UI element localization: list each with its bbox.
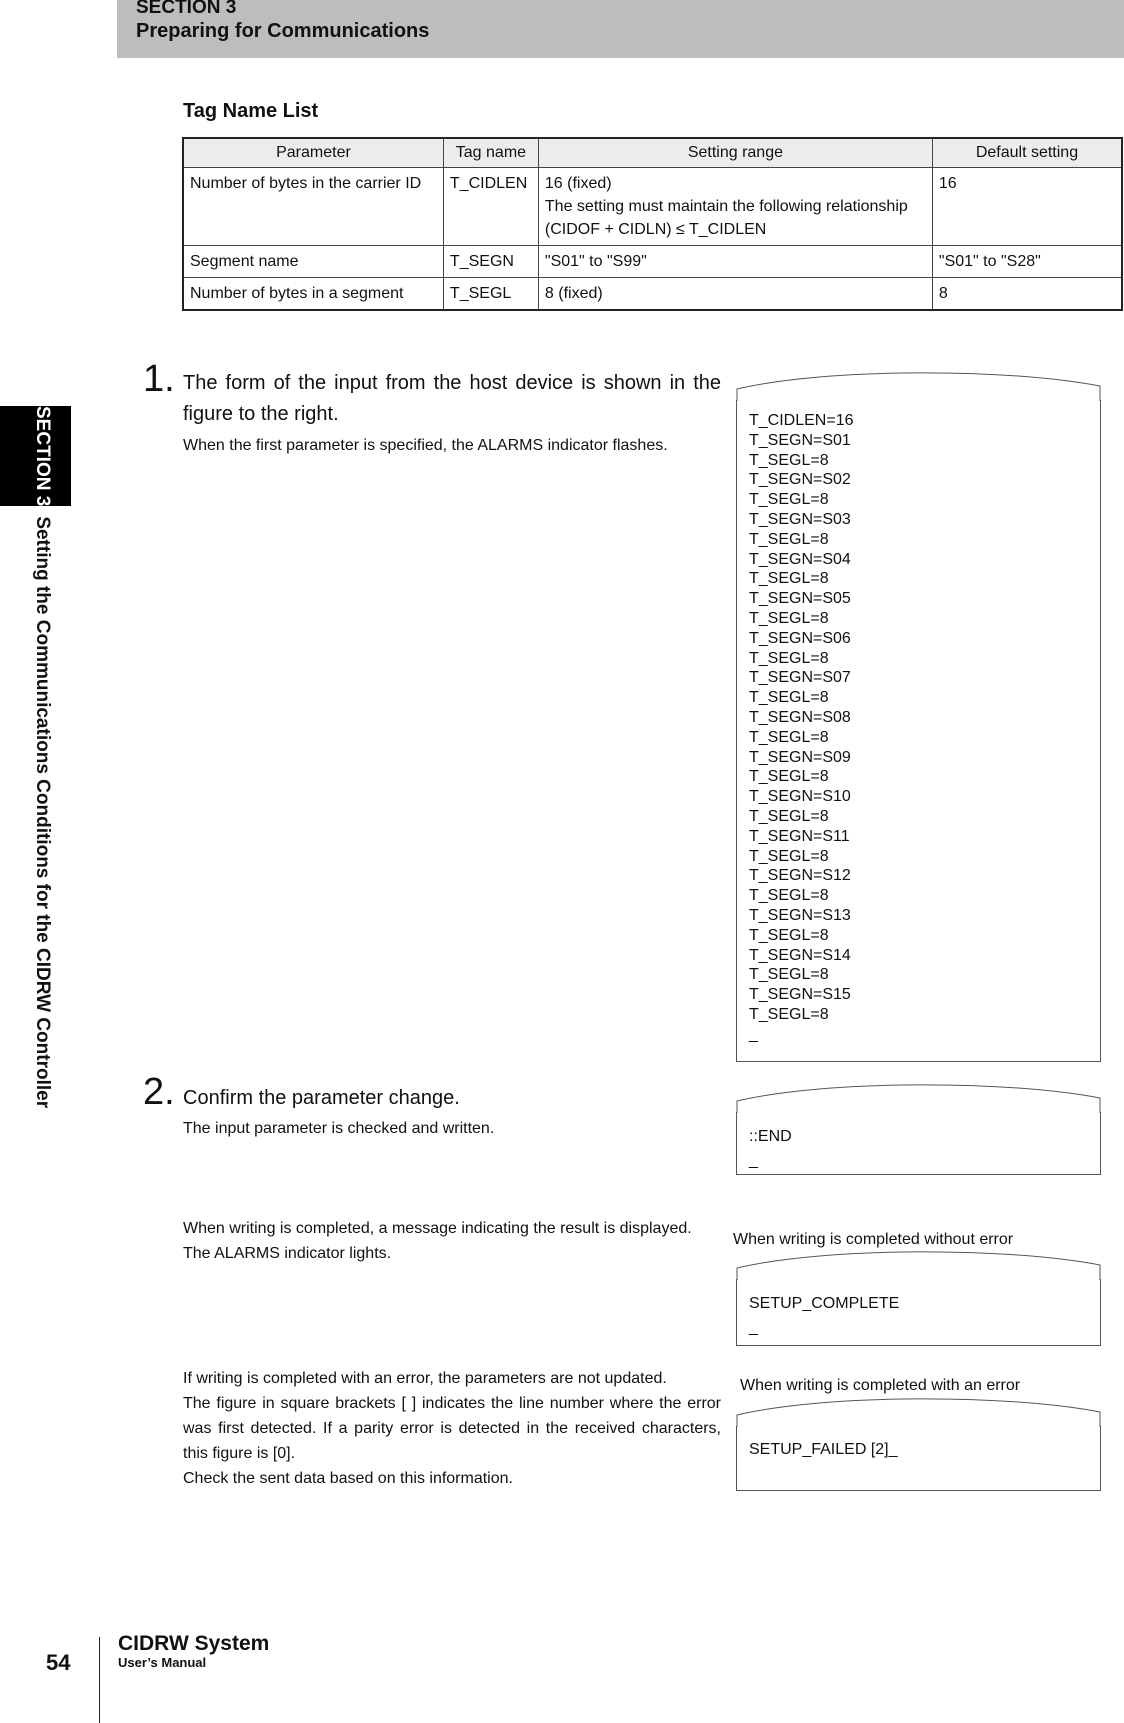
cell-range: "S01" to "S99" [538, 246, 932, 278]
step-1-title: The form of the input from the host device is shown in the figure to the right. [183, 372, 721, 425]
screen-line: T_SEGL=8 [749, 491, 829, 509]
column-header: Parameter [183, 138, 443, 168]
range-line: (CIDOF + CIDLN) ≤ T_CIDLEN [544, 221, 767, 238]
error-caption: When writing is completed with an error [740, 1377, 1021, 1394]
cell-default: 8 [932, 278, 1122, 311]
column-header: Tag name [443, 138, 538, 168]
screen-line: _ [749, 1319, 758, 1336]
no-error-caption: When writing is completed without error [733, 1231, 1014, 1248]
screen-line: _ [749, 1152, 758, 1169]
error-line: The figure in square brackets [ ] indicates the line number where the error was first detected. If a parity error is detected in the received characters, this figure is [0]. [183, 1395, 721, 1462]
section-title: Preparing for Communications [136, 20, 430, 42]
screen-line: T_SEGL=8 [749, 847, 829, 865]
screen-line: T_SEGN=S02 [749, 471, 851, 489]
screen-line: T_SEGN=S13 [749, 906, 851, 924]
screen-line: T_CIDLEN=16 [749, 412, 854, 429]
cell-tag: T_CIDLEN [443, 168, 538, 246]
section-label: SECTION 3 [136, 0, 237, 18]
page-number: 54 [46, 1650, 71, 1675]
screen-line: T_SEGL=8 [749, 966, 829, 984]
screen-wave-edge [736, 1084, 1101, 1114]
screen-line: T_SEGL=8 [749, 768, 829, 786]
screen-line: T_SEGL=8 [749, 609, 829, 627]
completion-text [183, 1216, 721, 1266]
screen-line: _ [749, 1025, 758, 1043]
column-header: Setting range [538, 138, 932, 168]
screen-line: SETUP_COMPLETE [749, 1295, 900, 1312]
footer-divider [99, 1637, 100, 1723]
table-row [183, 246, 1122, 278]
screen-line: T_SEGL=8 [749, 649, 829, 667]
screen-line: T_SEGN=S09 [749, 748, 851, 766]
step-2-title: Confirm the parameter change. [183, 1087, 460, 1109]
screen-line: SETUP_FAILED [2]_ [749, 1441, 898, 1458]
end-screen [736, 1112, 1101, 1175]
screen-text [749, 1125, 792, 1173]
cell-default: 16 [932, 168, 1122, 246]
cell-default: "S01" to "S28" [932, 246, 1122, 278]
range-line: 16 (fixed) [544, 175, 612, 192]
column-header: Default setting [932, 138, 1122, 168]
screen-line: T_SEGL=8 [749, 1005, 829, 1023]
screen-line: T_SEGN=S04 [749, 550, 851, 568]
screen-text [749, 1292, 899, 1340]
screen-text [749, 1438, 898, 1462]
screen-text [749, 411, 854, 1045]
screen-line: T_SEGN=S05 [749, 590, 851, 608]
screen-line: T_SEGN=S03 [749, 510, 851, 528]
side-tab-title: Setting the Communications Conditions for the CIDRW Controller [32, 516, 53, 1109]
setup-failed-screen [736, 1426, 1101, 1491]
step-2-number: 2. [143, 1071, 175, 1113]
screen-line: T_SEGL=8 [749, 689, 829, 707]
table-header-row [183, 138, 1122, 168]
step-1-number: 1. [143, 358, 175, 400]
step-1-note: When the first parameter is specified, the ALARMS indicator flashes. [183, 437, 668, 454]
screen-line: T_SEGL=8 [749, 570, 829, 588]
setup-complete-screen [736, 1279, 1101, 1346]
cell-parameter: Number of bytes in the carrier ID [183, 168, 443, 246]
screen-line: T_SEGN=S15 [749, 986, 851, 1004]
screen-wave-edge [736, 1251, 1101, 1281]
screen-line: ::END [749, 1128, 792, 1145]
screen-line: T_SEGL=8 [749, 807, 829, 825]
host-input-screen [736, 400, 1101, 1062]
error-line: Check the sent data based on this information. [183, 1470, 513, 1487]
error-text [183, 1366, 721, 1491]
screen-line: T_SEGL=8 [749, 451, 829, 469]
cell-parameter: Segment name [183, 246, 443, 278]
screen-line: T_SEGN=S14 [749, 946, 851, 964]
screen-wave-edge [736, 1398, 1101, 1428]
step-2-note: The input parameter is checked and written. [183, 1120, 495, 1137]
table-row [183, 168, 1122, 246]
table-row [183, 278, 1122, 311]
footer-subtitle: User’s Manual [118, 1655, 207, 1670]
table-title: Tag Name List [183, 100, 319, 122]
screen-line: T_SEGN=S07 [749, 669, 851, 687]
completion-line: The ALARMS indicator lights. [183, 1245, 392, 1262]
cell-tag: T_SEGN [443, 246, 538, 278]
cell-tag: T_SEGL [443, 278, 538, 311]
error-line: If writing is completed with an error, the parameters are not updated. [183, 1370, 667, 1387]
cell-parameter: Number of bytes in a segment [183, 278, 443, 311]
cell-range [538, 168, 932, 246]
screen-line: T_SEGL=8 [749, 887, 829, 905]
screen-line: T_SEGN=S06 [749, 629, 851, 647]
screen-line: T_SEGN=S01 [749, 431, 851, 449]
range-line: The setting must maintain the following relationship [544, 198, 908, 215]
screen-line: T_SEGL=8 [749, 926, 829, 944]
cell-range: 8 (fixed) [538, 278, 932, 311]
side-tab-section: SECTION 3 [32, 406, 53, 507]
screen-line: T_SEGL=8 [749, 728, 829, 746]
side-tab-text [30, 406, 54, 1108]
screen-line: T_SEGN=S10 [749, 788, 851, 806]
footer-title: CIDRW System [118, 1632, 270, 1655]
screen-line: T_SEGN=S08 [749, 708, 851, 726]
screen-wave-edge [736, 372, 1101, 402]
completion-line: When writing is completed, a message indicating the result is displayed. [183, 1220, 692, 1237]
screen-line: T_SEGN=S12 [749, 867, 851, 885]
tag-name-table [182, 137, 1123, 311]
screen-line: T_SEGN=S11 [749, 827, 850, 845]
screen-line: T_SEGL=8 [749, 530, 829, 548]
section-header [117, 0, 1124, 58]
